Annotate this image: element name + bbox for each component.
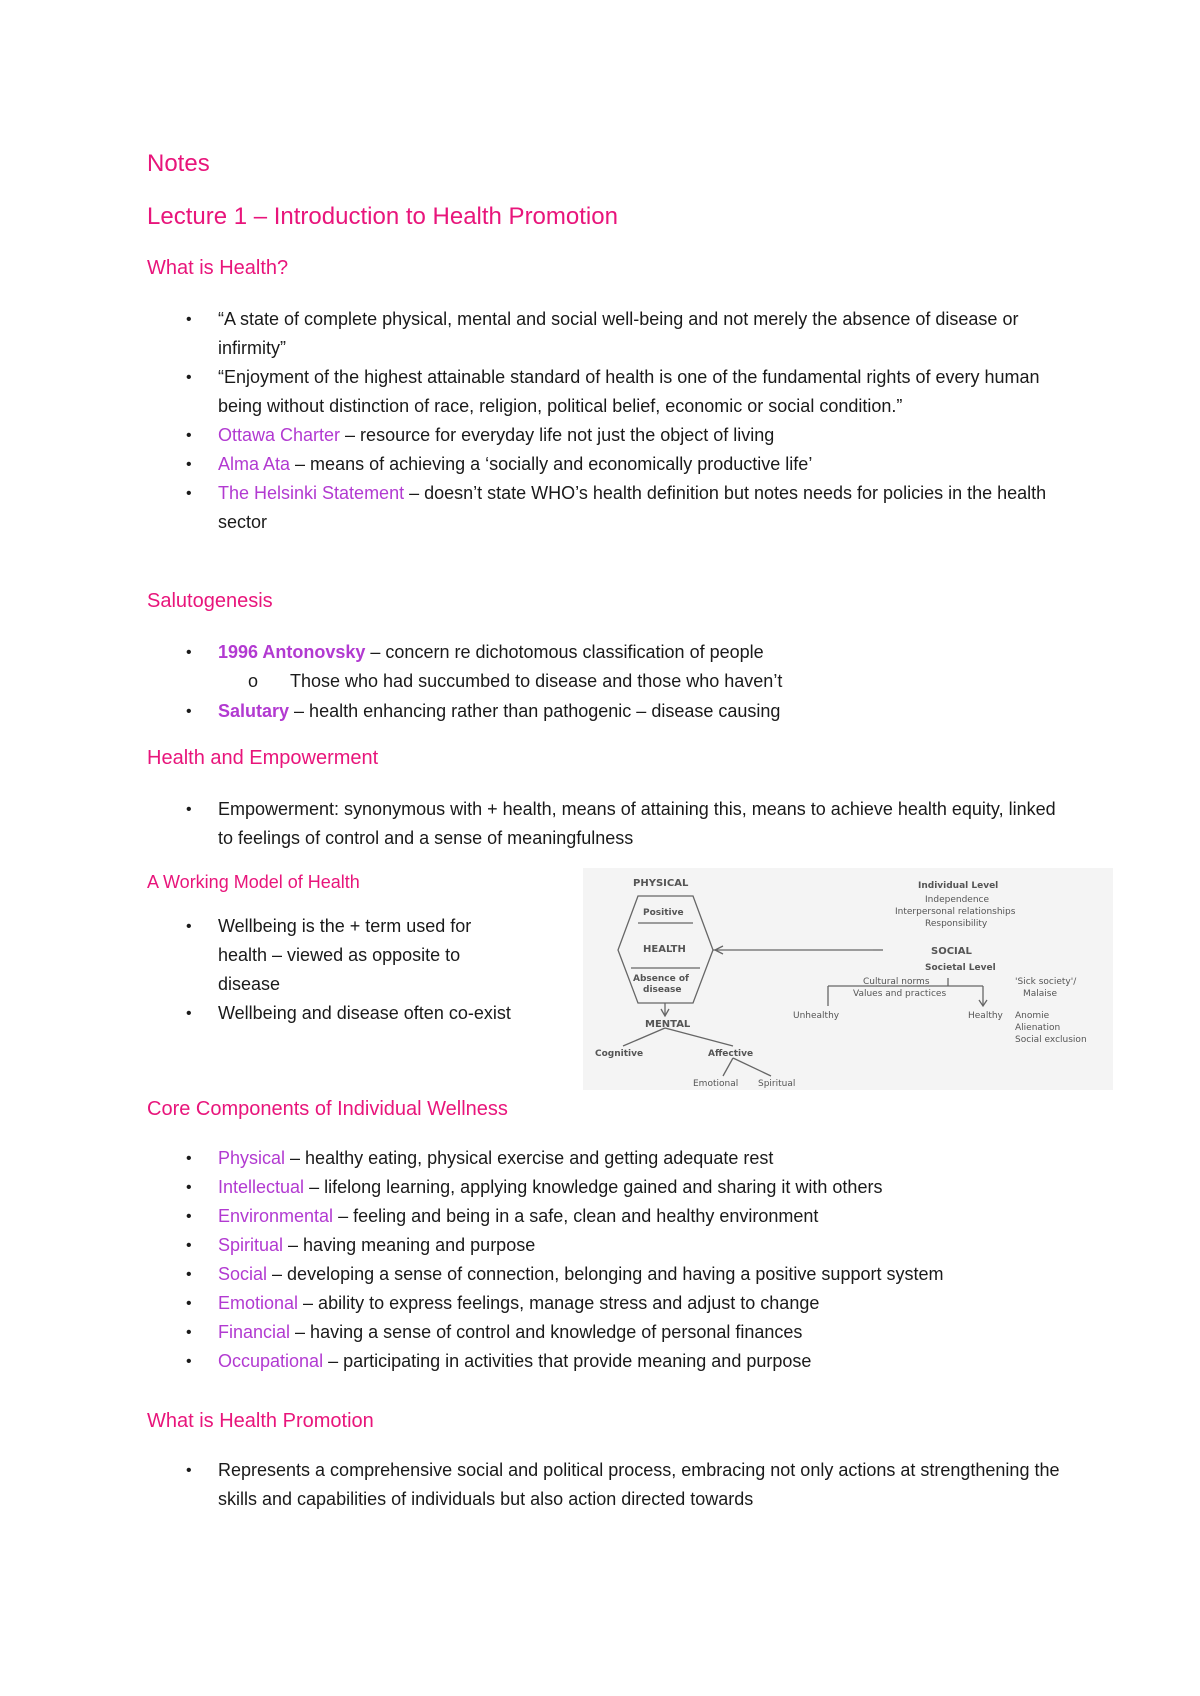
item-term: Ottawa Charter	[218, 425, 341, 445]
health-promotion-list	[0, 1456, 1068, 1514]
bullet-icon: •	[186, 456, 192, 473]
label-absence-1: Absence of	[633, 974, 689, 984]
label-independence: Independence	[925, 895, 990, 905]
sub-bullet-icon: o	[248, 671, 259, 691]
working-model-list	[0, 912, 518, 1028]
label-interpersonal: Interpersonal relationships	[895, 907, 1016, 917]
bullet-icon: •	[186, 918, 192, 935]
item-term: Alma Ata	[218, 454, 291, 474]
label-values: Values and practices	[853, 989, 947, 999]
item-term: Occupational	[218, 1351, 324, 1371]
list-item	[0, 638, 764, 667]
item-text: “A state of complete physical, mental and social well-being and not merely the absence of disease or infirmity”	[218, 309, 1019, 358]
core-components-list	[0, 1144, 943, 1376]
list-item	[0, 1231, 943, 1260]
label-healthy: Healthy	[968, 1011, 1003, 1021]
bullet-icon: •	[186, 1179, 192, 1196]
section-heading-empowerment: Health and Empowerment	[147, 747, 379, 769]
list-item	[0, 1202, 943, 1231]
label-alienation: Alienation	[1015, 1023, 1061, 1033]
item-text: – means of achieving a ‘socially and economically productive life’	[290, 454, 813, 474]
list-item	[0, 697, 780, 726]
bullet-icon: •	[186, 485, 192, 502]
list-item	[0, 421, 1068, 450]
item-term: Emotional	[218, 1293, 299, 1313]
list-item	[0, 479, 1068, 537]
bullet-icon: •	[186, 644, 192, 661]
item-text: Represents a comprehensive social and political process, embracing not only actions at strengthening the skills and capabilities of individuals but also action directed towards	[218, 1460, 1060, 1509]
list-item	[0, 1144, 943, 1173]
item-term: Intellectual	[218, 1177, 305, 1197]
list-item	[0, 912, 518, 999]
item-text: – lifelong learning, applying knowledge gained and sharing it with others	[304, 1177, 883, 1197]
lecture-title: Lecture 1 – Introduction to Health Promotion	[147, 203, 618, 230]
list-item	[0, 1318, 943, 1347]
item-term: The Helsinki Statement	[218, 483, 405, 503]
list-item	[0, 795, 1068, 853]
label-affective: Affective	[708, 1049, 754, 1059]
label-anomie: Anomie	[1015, 1011, 1050, 1021]
bullet-icon: •	[186, 1150, 192, 1167]
label-unhealthy: Unhealthy	[793, 1011, 840, 1021]
item-text: Wellbeing and disease often co-exist	[218, 1003, 511, 1023]
bullet-icon: •	[186, 1208, 192, 1225]
salutogenesis-list-2	[0, 697, 780, 726]
item-term: Social	[218, 1264, 268, 1284]
item-text: – resource for everyday life not just the object of living	[340, 425, 775, 445]
list-item	[0, 1260, 943, 1289]
diagram-svg	[583, 868, 1113, 1090]
item-term: Financial	[218, 1322, 291, 1342]
label-health: HEALTH	[643, 944, 686, 955]
item-term: Environmental	[218, 1206, 334, 1226]
item-text: – ability to express feelings, manage stress and adjust to change	[298, 1293, 820, 1313]
label-cultural-norms: Cultural norms	[863, 977, 930, 987]
label-social: SOCIAL	[931, 946, 972, 957]
section-heading-health-promotion: What is Health Promotion	[147, 1410, 374, 1432]
item-term: Salutary	[218, 701, 290, 721]
item-text: – having meaning and purpose	[283, 1235, 536, 1255]
bullet-icon: •	[186, 703, 192, 720]
label-malaise: Malaise	[1023, 989, 1058, 999]
item-text: “Enjoyment of the highest attainable standard of health is one of the fundamental rights of every human being without distinction of race, religion, political belief, economic or social condition.”	[218, 367, 1040, 416]
label-social-exclusion: Social exclusion	[1015, 1035, 1087, 1045]
item-term: Spiritual	[218, 1235, 284, 1255]
label-mental: MENTAL	[645, 1019, 691, 1030]
bullet-icon: •	[186, 1005, 192, 1022]
list-item	[0, 1173, 943, 1202]
item-text: – healthy eating, physical exercise and getting adequate rest	[285, 1148, 774, 1168]
bullet-icon: •	[186, 1237, 192, 1254]
label-spiritual: Spiritual	[758, 1079, 796, 1089]
bullet-icon: •	[186, 1266, 192, 1283]
bullet-icon: •	[186, 1462, 192, 1479]
label-responsibility: Responsibility	[925, 919, 988, 929]
label-physical: PHYSICAL	[633, 878, 689, 889]
item-text: – doesn’t state WHO’s health definition but notes needs for policies in the health sector	[218, 483, 1047, 532]
label-absence-2: disease	[643, 985, 682, 995]
label-individual-level: Individual Level	[918, 881, 999, 891]
list-item	[0, 1456, 1068, 1514]
item-text: – feeling and being in a safe, clean and healthy environment	[333, 1206, 819, 1226]
label-positive: Positive	[643, 908, 684, 918]
bullet-icon: •	[186, 1295, 192, 1312]
list-item	[0, 1347, 943, 1376]
list-item	[0, 305, 1068, 363]
label-societal-level: Societal Level	[925, 963, 996, 973]
section-heading-what-is-health: What is Health?	[147, 257, 289, 279]
bullet-icon: •	[186, 369, 192, 386]
section-heading-salutogenesis: Salutogenesis	[147, 590, 273, 612]
item-text: – having a sense of control and knowledge of personal finances	[290, 1322, 803, 1342]
section-heading-core-components: Core Components of Individual Wellness	[147, 1098, 508, 1120]
label-emotional: Emotional	[693, 1079, 739, 1089]
bullet-icon: •	[186, 1353, 192, 1370]
salutogenesis-list	[0, 638, 764, 667]
sub-item-text: Those who had succumbed to disease and those who haven’t	[290, 671, 783, 691]
item-text: – developing a sense of connection, belonging and having a positive support system	[267, 1264, 944, 1284]
label-cognitive: Cognitive	[595, 1049, 644, 1059]
item-text: Wellbeing is the + term used for health – viewed as opposite to disease	[218, 916, 472, 994]
empowerment-list	[0, 795, 1068, 853]
list-item	[0, 999, 518, 1028]
list-item	[0, 1289, 943, 1318]
item-text: – concern re dichotomous classification of people	[365, 642, 764, 662]
item-text: – participating in activities that provide meaning and purpose	[323, 1351, 812, 1371]
label-sick-society: 'Sick society'/	[1015, 977, 1077, 987]
item-text: – health enhancing rather than pathogenic – disease causing	[289, 701, 781, 721]
list-item	[0, 450, 1068, 479]
item-term: Physical	[218, 1148, 286, 1168]
bullet-icon: •	[186, 801, 192, 818]
item-text: Empowerment: synonymous with + health, means of attaining this, means to achieve health equity, linked to feelings of control and a sense of meaningfulness	[218, 799, 1056, 848]
bullet-icon: •	[186, 1324, 192, 1341]
bullet-icon: •	[186, 427, 192, 444]
working-model-diagram	[583, 868, 1113, 1090]
list-item	[0, 363, 1068, 421]
page-title: Notes	[147, 150, 210, 177]
what-is-health-list	[0, 305, 1068, 537]
bullet-icon: •	[186, 311, 192, 328]
item-term: 1996 Antonovsky	[218, 642, 366, 662]
section-heading-working-model: A Working Model of Health	[147, 872, 360, 892]
